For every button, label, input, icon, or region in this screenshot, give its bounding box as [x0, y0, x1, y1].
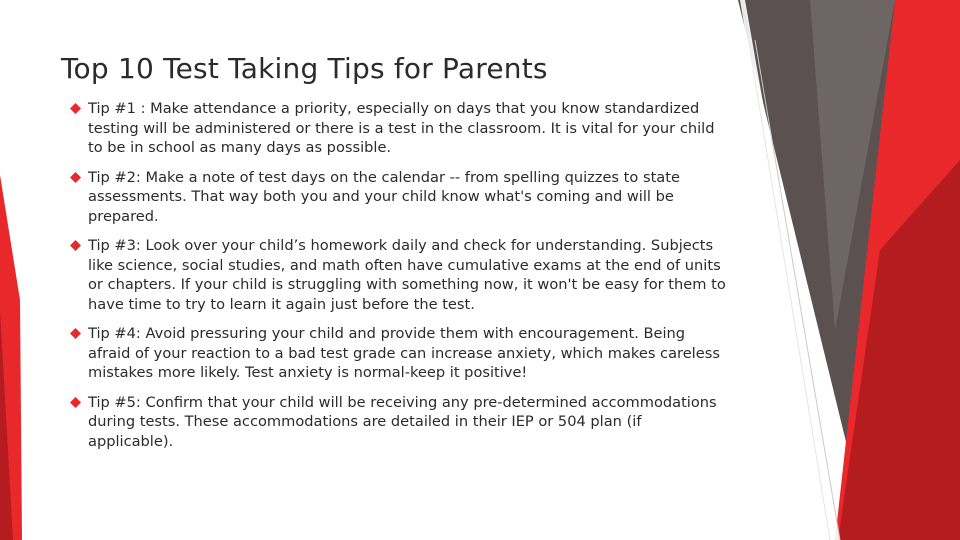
tips-list	[70, 99, 730, 451]
tip-text: Make a note of test days on the calendar -- from spelling quizzes to state assessments. That way both you and your child know what's coming and will be prepared.	[88, 168, 680, 225]
diamond-bullet-icon	[70, 397, 81, 408]
tip-item-3	[70, 236, 730, 314]
tip-text: Avoid pressuring your child and provide them with encouragement. Being afraid of your reaction to a bad test grade can increase anxiety, which makes careless mistakes more likely. Test anxiety is normal-keep it positive!	[88, 325, 720, 381]
diamond-bullet-icon	[70, 103, 81, 114]
tip-text: Make attendance a priority, especially on days that you know standardized testing will be administered or there is a test in the classroom. It is vital for your child to be in school as many days as possible.	[88, 100, 715, 156]
tip-label: Tip #2:	[88, 168, 141, 186]
tip-item-5	[70, 393, 730, 452]
diamond-bullet-icon	[70, 172, 81, 183]
tip-item-2	[70, 168, 730, 227]
tip-label: Tip #3:	[88, 237, 141, 254]
diamond-bullet-icon	[70, 240, 81, 251]
slide-title: Top 10 Test Taking Tips for Parents	[61, 52, 548, 85]
diamond-bullet-icon	[70, 328, 81, 339]
tip-label: Tip #4:	[88, 325, 141, 342]
tip-label: Tip #5:	[88, 393, 141, 411]
tip-item-4	[70, 324, 730, 383]
tip-text: Look over your child’s homework daily and check for understanding. Subjects like science, social studies, and math often have cumulative exams at the end of units or chapters. If your child is struggling with something now, it won't be easy for them to have time to try to learn it again just before the test.	[88, 237, 726, 313]
tip-label: Tip #1 :	[88, 100, 146, 117]
tip-text: Confirm that your child will be receiving any pre-determined accommodations during tests. These accommodations are detailed in their IEP or 504 plan (if applicable).	[88, 393, 717, 450]
tip-item-1	[70, 99, 730, 158]
